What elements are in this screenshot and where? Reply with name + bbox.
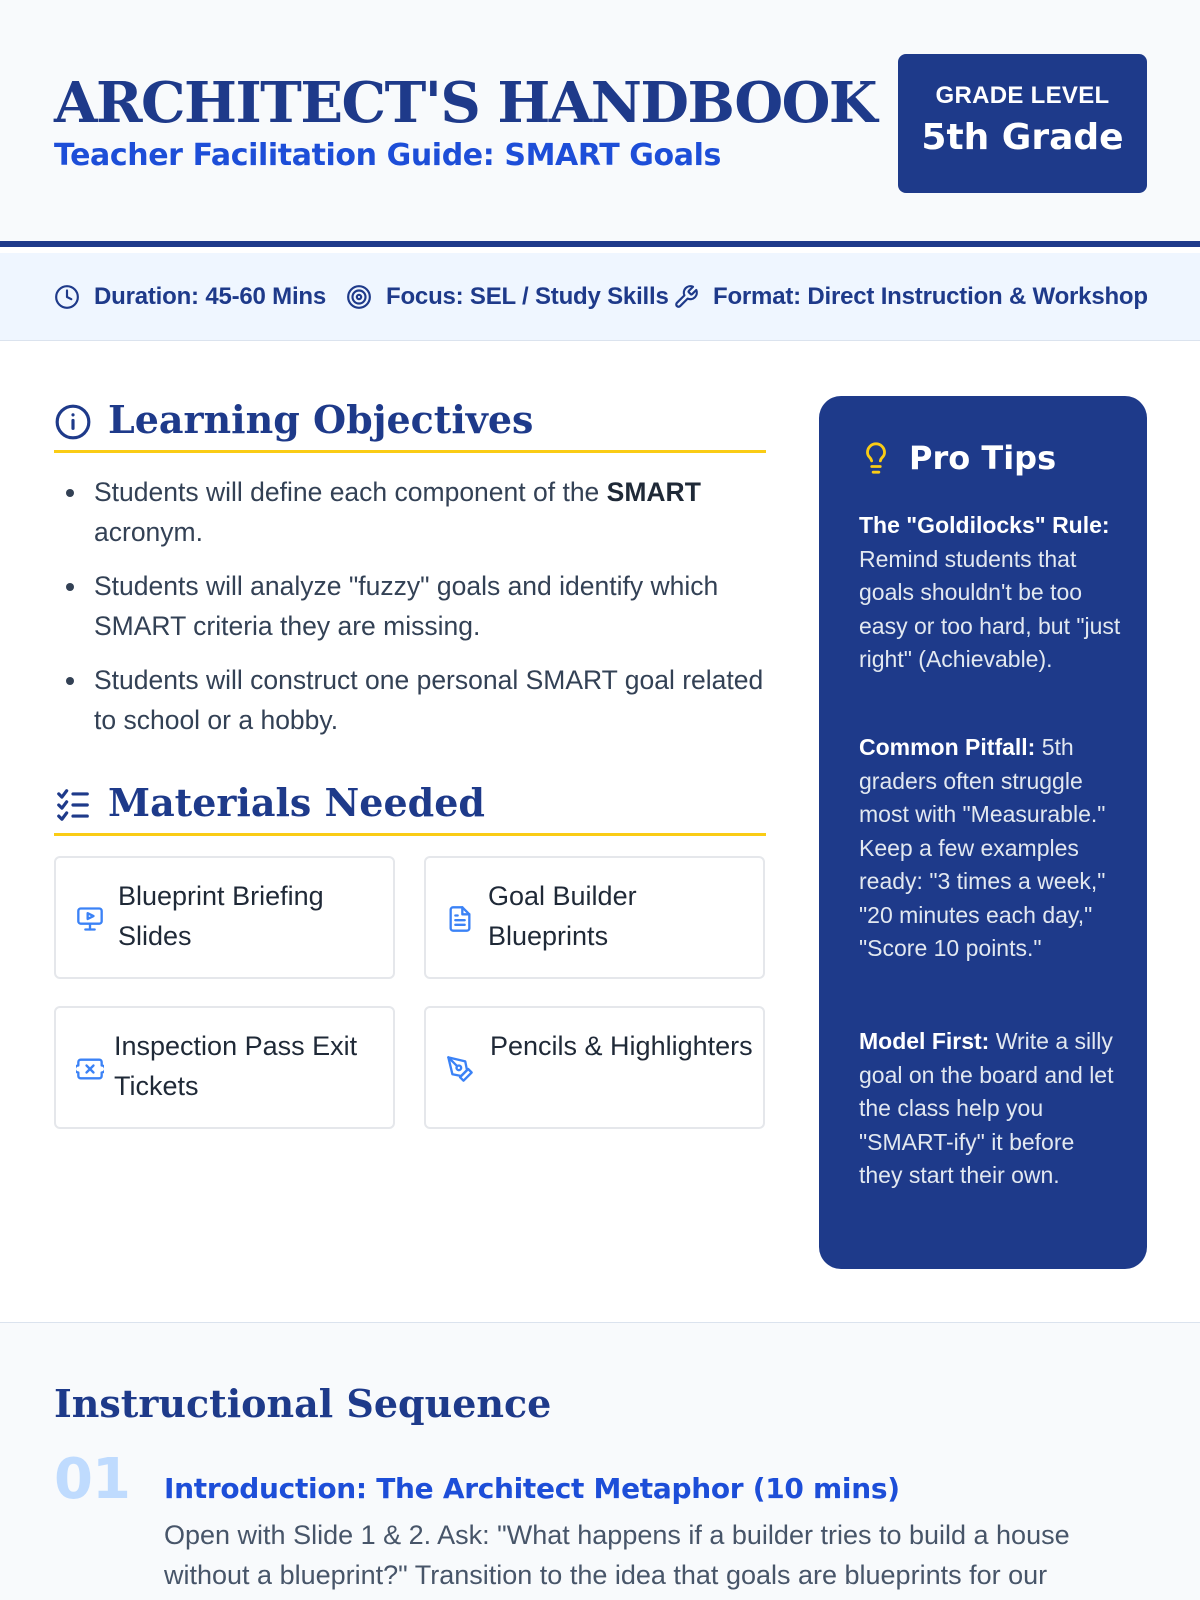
objective-emphasis: SMART [606,477,701,507]
wrench-icon [673,284,699,310]
grade-level-badge [898,54,1147,193]
pro-tip-label: Common Pitfall: [859,734,1036,760]
objective-text: Students will analyze "fuzzy" goals and identify which SMART criteria they are missing. [94,571,719,641]
page-title: ARCHITECT'S HANDBOOK [54,70,877,136]
grade-level-value: 5th Grade [921,117,1124,158]
objective-text: acronym. [94,517,203,547]
pro-tip [859,731,1121,966]
meta-focus [346,283,669,311]
list-item [54,660,766,740]
pro-tip-text: Remind students that goals shouldn't be too easy or too hard, but "just right" (Achievable). [859,545,1121,672]
pen-tool-icon [446,1055,474,1083]
objectives-heading [54,393,766,453]
meta-focus-text: Focus: SEL / Study Skills [386,283,669,310]
step-description: Open with Slide 1 & 2. Ask: "What happens if a builder tries to build a house without a blueprint?" Transition to the idea that goals are blueprints for our [164,1520,1070,1590]
pro-tip-text: Write a silly goal on the board and let the class help you "SMART-ify" it before they start their own. [859,1028,1114,1188]
meta-duration-text: Duration: 45-60 Mins [94,283,327,310]
material-card [424,856,765,979]
page-subtitle: Teacher Facilitation Guide: SMART Goals [54,138,721,173]
instructional-sequence [0,1322,1200,1600]
pro-tip [859,509,1121,677]
material-label: Inspection Pass Exit Tickets [114,1031,358,1101]
lesson-meta-bar [0,253,1200,341]
step-title: Introduction: The Architect Metaphor (10 mins) [164,1472,900,1505]
checklist-icon [54,786,92,824]
material-label: Blueprint Briefing Slides [118,881,324,951]
objectives-title: Learning Objectives [108,397,534,442]
pro-tip [859,1025,1121,1193]
meta-format-text: Format: Direct Instruction & Workshop [713,283,1148,310]
pro-tips-panel [819,396,1147,1269]
objective-text: Students will define each component of the [94,477,607,507]
sequence-title: Instructional Sequence [54,1381,552,1426]
target-icon [346,284,372,310]
presentation-icon [76,905,104,933]
pro-tip-label: Model First: [859,1028,990,1054]
grade-level-label: GRADE LEVEL [935,82,1110,109]
pro-tips-header [859,438,1056,478]
materials-title: Materials Needed [108,780,485,825]
meta-duration [54,283,326,311]
meta-format [673,283,1148,311]
pro-tip-text: 5th graders often struggle most with "Measurable." Keep a few examples ready: "3 times a week," "20 minutes each day," "Score 10 points." [859,734,1106,961]
info-icon [54,403,92,441]
pro-tip-label: The "Goldilocks" Rule: [859,512,1110,538]
document-icon [446,905,474,933]
materials-heading [54,776,766,836]
material-label: Goal Builder Blueprints [488,881,637,951]
list-item [54,472,766,552]
ticket-icon [76,1055,104,1083]
page-header [0,0,1200,247]
list-item [54,566,766,646]
pro-tips-title: Pro Tips [909,439,1057,477]
objective-text: Students will construct one personal SMART goal related to school or a hobby. [94,665,764,735]
material-label: Pencils & Highlighters [490,1031,753,1061]
lightbulb-icon [859,438,893,478]
clock-icon [54,284,80,310]
objectives-list [54,472,766,754]
material-card [54,1006,395,1129]
material-card [424,1006,765,1129]
step-number: 01 [54,1447,130,1512]
material-card [54,856,395,979]
